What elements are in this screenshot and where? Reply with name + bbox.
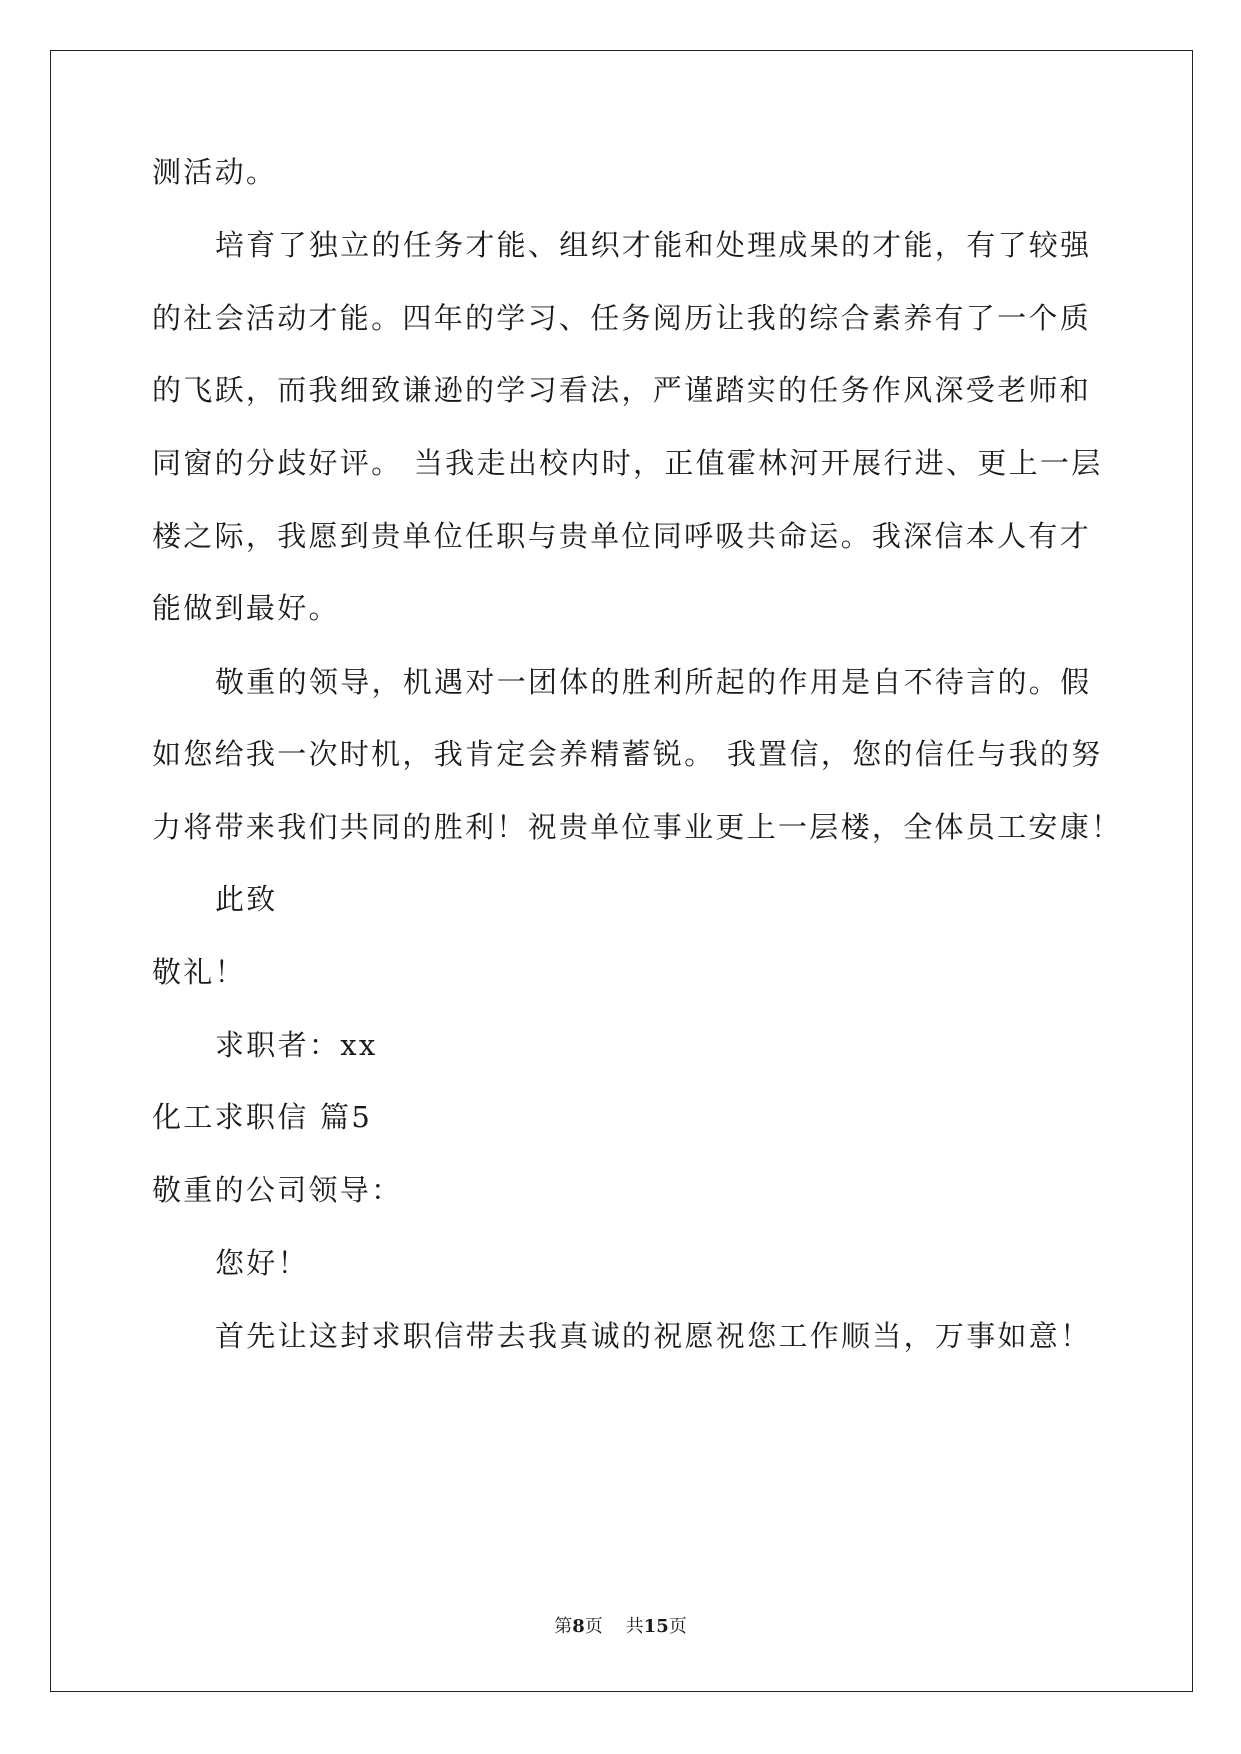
body-line: 测活动。	[152, 155, 278, 189]
body-line: 的社会活动才能。四年的学习、任务阅历让我的综合素养有了一个质	[152, 301, 1092, 335]
body-line: 的飞跃，而我细致谦逊的学习看法，严谨踏实的任务作风深受老师和	[152, 373, 1092, 407]
body-line: 楼之际，我愿到贵单位任职与贵单位同呼吸共命运。我深信本人有才	[152, 519, 1092, 553]
page-unit: 页	[584, 1616, 603, 1637]
body-line: 能做到最好。	[152, 591, 340, 625]
greeting-line: 敬重的公司领导：	[152, 1173, 403, 1207]
salutation-line: 敬礼！	[152, 955, 246, 989]
signature-line: 求职者：xx	[215, 1028, 378, 1062]
body-line: 同窗的分歧好评。 当我走出校内时，正值霍林河开展行进、更上一层	[152, 446, 1103, 480]
total-unit: 页	[668, 1616, 687, 1637]
body-line: 敬重的领导，机遇对一团体的胜利所起的作用是自不待言的。假	[215, 665, 1092, 699]
total-prefix: 共	[625, 1616, 644, 1637]
closing-line: 此致	[215, 882, 278, 916]
page-prefix: 第	[554, 1616, 573, 1637]
body-line: 如您给我一次时机，我肯定会养精蓄锐。 我置信，您的信任与我的努	[152, 737, 1103, 771]
page-border	[50, 50, 1193, 1692]
body-line: 力将带来我们共同的胜利！祝贵单位事业更上一层楼，全体员工安康！	[152, 810, 1123, 844]
page-current: 8	[572, 1616, 585, 1637]
greeting-line: 您好！	[215, 1246, 309, 1280]
page-footer	[0, 1615, 1241, 1639]
body-line: 首先让这封求职信带去我真诚的祝愿祝您工作顺当，万事如意！	[215, 1319, 1092, 1353]
body-line: 培育了独立的任务才能、组织才能和处理成果的才能，有了较强	[215, 228, 1092, 262]
section-heading: 化工求职信 篇5	[152, 1100, 373, 1134]
page-total: 15	[643, 1616, 669, 1637]
